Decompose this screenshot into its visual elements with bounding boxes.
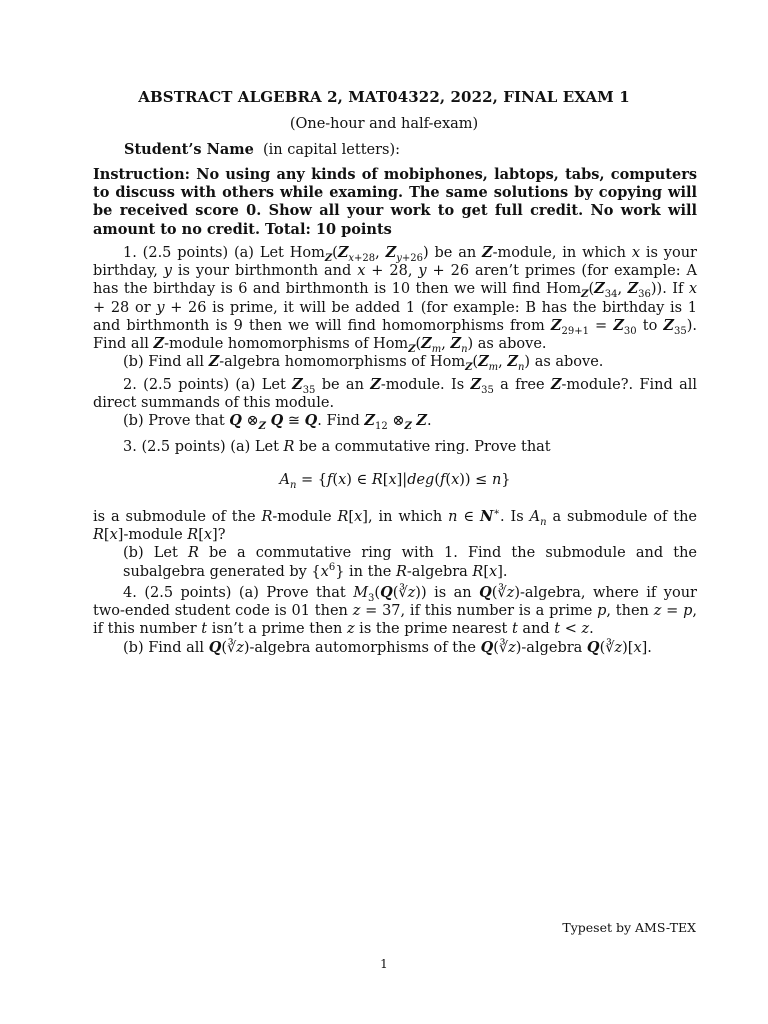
problem-2-part-b: (b) Prove that Q $\otimes_Z$ Q ≅ Q. Find $Z_{12}$ $\otimes_Z$ Z.	[123, 412, 432, 433]
problem-4-part-b-prefix: (b)	[123, 639, 144, 656]
problem-2-part-a: 2. (2.5 points) (a) Let $Z_{35}$ be an Z-module. Is $Z_{35}$ a free Z-module?. Find all direct summands of this module.	[93, 376, 697, 412]
problem-1	[93, 244, 698, 374]
problem-3-display-equation: $A_n = \{f(x)$ ∈ R[x]|deg(f(x)) ≤ n}	[279, 472, 511, 491]
typeset-footer: Typeset by AMS-TEX	[562, 920, 696, 935]
problem-1-part-b: (b) Find all Z-algebra homomorphisms of $Hom_Z(Z_m$, $Z_n$) as above.	[123, 353, 604, 374]
problem-3-rest	[93, 508, 697, 581]
exam-title: ABSTRACT ALGEBRA 2, MAT04322, 2022, FINAL EXAM 1	[138, 88, 630, 106]
problem-3-part-a-continued: is a submodule of the R-module R[x], in which n ∈ N∗. Is $A_n$ a submodule of the R[x]-module R[x]?	[93, 507, 698, 544]
problem-4-part-a: 4. (2.5 points) (a) Prove that $M_3(Q(∛z))$ is an Q(∛z)-algebra, where if your two-ended student code is 01 then z = 37, if this number is a prime p, then z = p, if this number t isn’t a prime then z is the prime nearest t and t < z.	[93, 584, 697, 638]
problem-4-part-b: (b) Find all Q(∛z)-algebra automorphisms of the Q(∛z)-algebra Q(∛z)[x].	[123, 638, 652, 656]
exam-subtitle: (One-hour and half-exam)	[289, 116, 479, 132]
student-name-label: Student’s Name	[124, 141, 254, 158]
problem-4	[93, 584, 697, 657]
student-name-line	[124, 141, 400, 158]
problem-1-part-a: 1. (2.5 points) (a) Let $Hom_Z(Z_{x+28}$, $Z_{y+26}$) be an Z-module, in which x is your birthday, y is your birthmonth and x + 28, y + 26 aren’t primes (for example: A has the birthday is 6 and birthmonth is 10 then we will find $Hom_Z(Z_{34}$, $Z_{36}$)). If x + 28 or y + 26 is prime, it will be added 1 (for example: B has the birthday is 1 and birthmonth is 9 then we will find homomorphisms from $Z_{29+1} = Z_{30}$ to $Z_{35}$). Find all Z-module homomorphisms of $Hom_Z(Z_m$, $Z_n$) as above.	[93, 244, 698, 355]
problem-3-intro-line: 3. (2.5 points) (a) Let R be a commutative ring. Prove that	[123, 439, 551, 455]
problem-1-part-b-prefix: (b)	[123, 354, 144, 371]
problem-3-part-b: (b) Let R be a commutative ring with 1. Find the submodule and the subalgebra generated by $\{x^6\}$ in the R-algebra R[x].	[123, 545, 697, 580]
student-name-note: (in capital letters):	[263, 142, 401, 158]
problem-2-intro: 2. (2.5 points) (a)	[123, 377, 256, 393]
problem-3-part-b-prefix: (b)	[123, 545, 144, 562]
problem-3-part-a-intro	[93, 438, 697, 456]
problem-2	[93, 376, 697, 431]
problem-1-intro: 1. (2.5 points) (a)	[123, 245, 254, 261]
page-number: 1	[380, 957, 388, 971]
problem-2-part-b-prefix: (b)	[123, 413, 144, 430]
problem-4-intro: 4. (2.5 points) (a)	[123, 585, 259, 601]
instruction-paragraph: Instruction: No using any kinds of mobiphones, labtops, tabs, computers to discuss with others while examing. The same solutions by copying will be received score 0. Show all your work to get full credit. No work will amount to no credit. Total: 10 points	[93, 166, 697, 238]
problem-3-intro: 3. (2.5 points) (a)	[123, 439, 251, 455]
